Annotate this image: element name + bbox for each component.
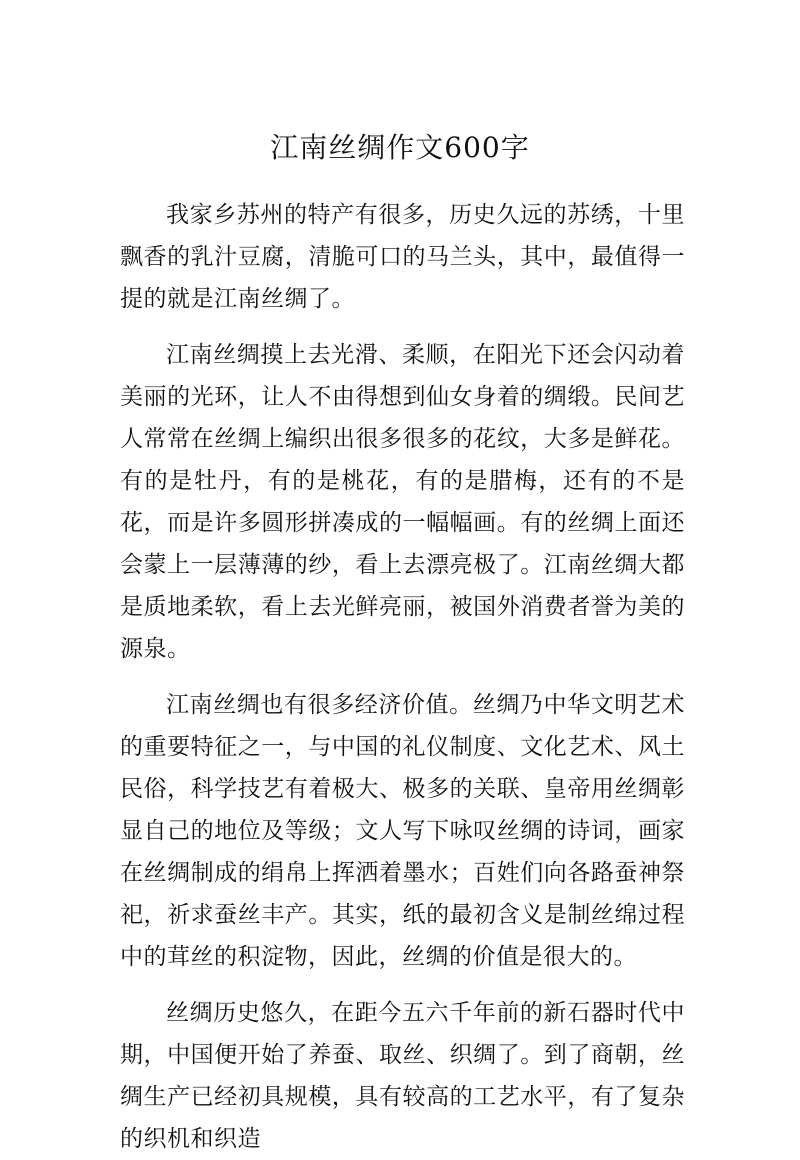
- document-body: [120, 194, 685, 1160]
- paragraph-3: 江南丝绸也有很多经济价值。丝绸乃中华文明艺术的重要特征之一，与中国的礼仪制度、文化艺术、风土民俗，科学技艺有着极大、极多的关联、皇帝用丝绸彰显自己的地位及等级；文人写下咏叹丝绸的诗词，画家在丝绸制成的绢帛上挥洒着墨水；百姓们向各路蚕神祭祀，祈求蚕丝丰产。其实，纸的最初含义是制丝绵过程中的茸丝的积淀物，因此，丝绸的价值是很大的。: [120, 692, 685, 970]
- paragraph-1: 我家乡苏州的特产有很多，历史久远的苏绣，十里飘香的乳汁豆腐，清脆可口的马兰头，其中，最值得一提的就是江南丝绸了。: [120, 202, 685, 312]
- document-title: 江南丝绸作文600字: [270, 131, 530, 164]
- paragraph-2: 江南丝绸摸上去光滑、柔顺，在阳光下还会闪动着美丽的光环，让人不由得想到仙女身着的绸缎。民间艺人常常在丝绸上编织出很多很多的花纹，大多是鲜花。有的是牡丹，有的是桃花，有的是腊梅，还有的不是花，而是许多圆形拼凑成的一幅幅画。有的丝绸上面还会蒙上一层薄薄的纱，看上去漂亮极了。江南丝绸大都是质地柔软，看上去光鲜亮丽，被国外消费者誉为美的源泉。: [120, 342, 685, 662]
- paragraph-4: 丝绸历史悠久，在距今五六千年前的新石器时代中期，中国便开始了养蚕、取丝、织绸了。到了商朝，丝绸生产已经初具规模，具有较高的工艺水平，有了复杂的织机和织造: [120, 1000, 685, 1152]
